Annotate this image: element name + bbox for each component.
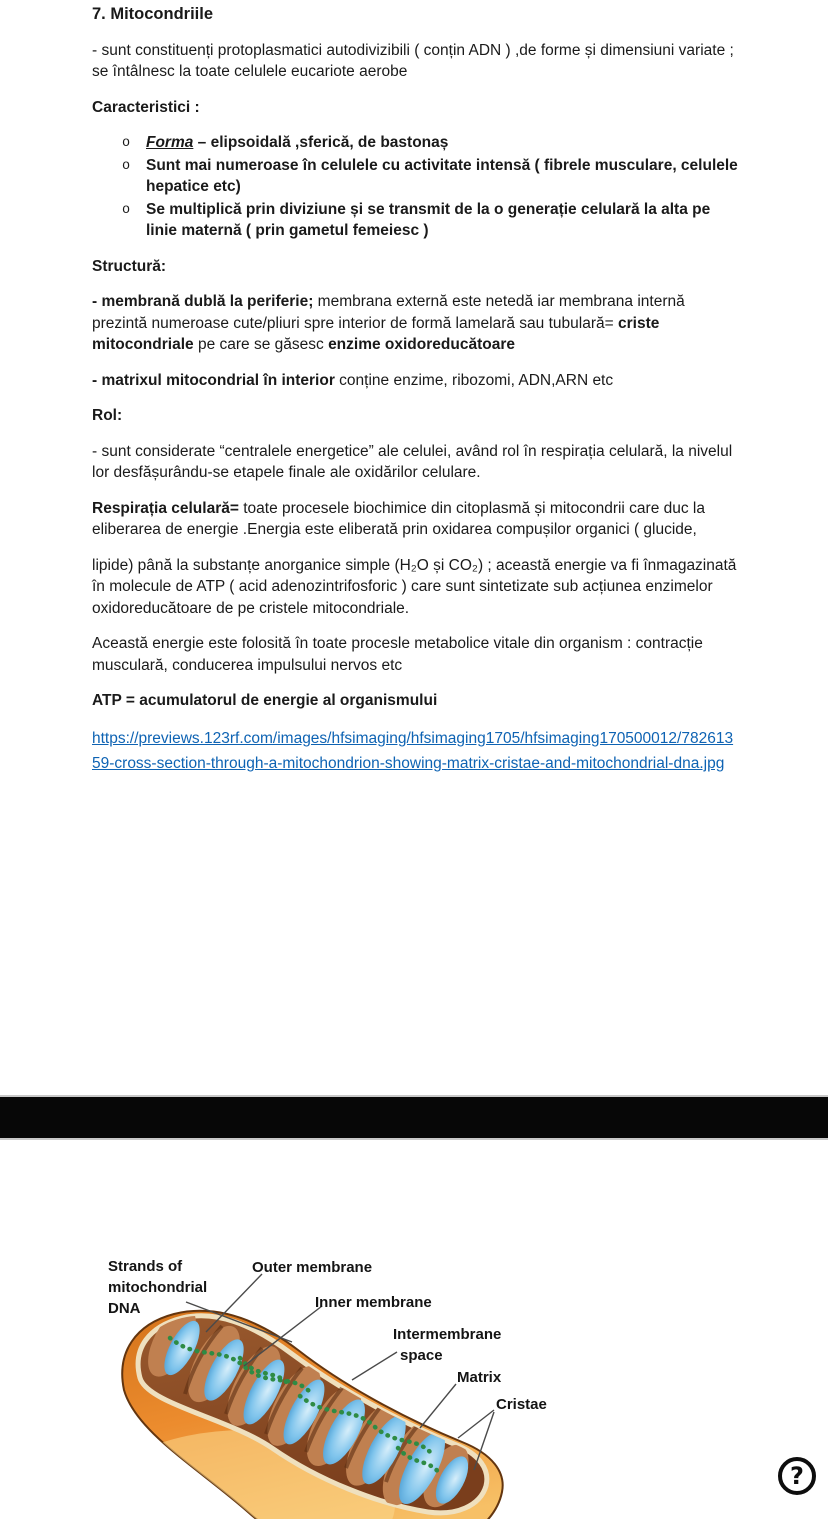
- bullet-marker: o: [122, 136, 131, 151]
- rol-paragraph: - sunt considerate “centralele energetice” ale celulei, având rol în respirația celulară, la nivelul lor desfășurându-se etapele finale ale oxidărilor celulare.: [92, 442, 733, 481]
- structura-heading: Structură:: [92, 257, 167, 275]
- bullet-marker: o: [122, 202, 131, 218]
- atp-paragraph: ATP = acumulatorul de energie al organismului: [92, 692, 438, 709]
- matrix-text: conține enzime, ribozomi, ADN,ARN etc: [334, 371, 614, 389]
- intermembrane-pointer-line: [352, 1352, 397, 1380]
- caracteristici-heading: Caracteristici :: [92, 98, 200, 116]
- rol-heading: Rol:: [92, 407, 123, 424]
- matrix-paragraph: [92, 370, 740, 392]
- respiratia-text: toate procesele biochimice din citoplasmă și mitocondrii care duc la eliberarea de energie .Energia este eliberată prin oxidarea compușilor organici ( glucide,: [92, 499, 705, 538]
- membrana-text: membrana externă este netedă iar membrana internă prezintă numeroase cute/pliuri spre interior de formă lamelară sau tubulară=: [92, 293, 685, 332]
- label-outer-membrane: Outer membrane: [252, 1259, 373, 1276]
- multiplica-text: Se multiplică prin diviziune și se transmit de la o generație celulară la alta pe linie maternă ( prin gametul femeiesc ): [146, 200, 711, 239]
- list-item-forma: [122, 132, 740, 154]
- list-item-numeroase: [122, 155, 740, 198]
- label-inner-membrane: Inner membrane: [315, 1294, 432, 1311]
- criste-bold: criste mitocondriale: [92, 314, 660, 353]
- page-title: 7. Mitocondriile: [92, 5, 214, 23]
- page-separator: [0, 1095, 828, 1140]
- enzime-bold: enzime oxidoreducătoare: [328, 336, 515, 353]
- image-url-link[interactable]: https://previews.123rf.com/images/hfsimaging/hfsimaging1705/hfsimaging170500012/78261359-cross-section-through-a-mitochondrion-showing-matrix-cristae-and-mitochondrial-dna.jpg: [92, 729, 734, 772]
- membrana-text2: pe care se găsesc: [193, 336, 329, 353]
- label-matrix: Matrix: [457, 1369, 502, 1386]
- respiratia-bold: Respirația celulară=: [92, 499, 239, 517]
- label-strands-of-dna: Strands of mitochondrial DNA: [108, 1258, 208, 1317]
- intro-paragraph: - sunt constituenți protoplasmatici autodivizibili ( conțin ADN ) ,de forme și dimensiuni variate ; se întâlnesc la toate celulele eucariote aerobe: [92, 41, 734, 80]
- matrix-pointer-line: [420, 1384, 456, 1428]
- membrana-bold: - membrană dublă la periferie;: [92, 293, 314, 310]
- caracteristici-list: [92, 132, 740, 242]
- energie-paragraph: Această energie este folosită în toate procesle metabolice vitale din organism : contracție musculară, conducerea impulsului nervos etc: [92, 635, 703, 674]
- numeroase-text: Sunt mai numeroase în celulele cu activitate intensă ( fibrele musculare, celulele hepatice etc): [146, 156, 738, 195]
- cristae-pointer-line-1: [458, 1410, 494, 1438]
- list-item-multiplica: [122, 199, 740, 242]
- bullet-marker: o: [122, 158, 131, 174]
- lipide-paragraph: lipide) până la substanțe anorganice simple (H₂O și CO₂) ; această energie va fi înmagazinată în molecule de ATP ( acid adenozintrifosforic ) care sunt sintetizate sub acțiunea enzimelor oxidoreducătoare de pe cristele mitocondriale.: [92, 556, 737, 617]
- forma-lead: Forma: [146, 134, 194, 151]
- help-icon[interactable]: [778, 1457, 816, 1495]
- label-intermembrane-space: Intermembrane space: [393, 1326, 502, 1364]
- mitochondrion-diagram: [0, 1240, 828, 1519]
- label-cristae: Cristae: [496, 1396, 547, 1413]
- membrana-paragraph: [92, 291, 740, 356]
- document-body: [92, 4, 740, 791]
- link-paragraph: [92, 726, 740, 777]
- matrix-bold: - matrixul mitocondrial în interior: [92, 371, 335, 389]
- respiratia-paragraph: [92, 498, 740, 541]
- question-mark-glyph: ?: [790, 1462, 804, 1490]
- forma-rest: – elipsoidală ,sferică, de bastonaș: [193, 134, 449, 151]
